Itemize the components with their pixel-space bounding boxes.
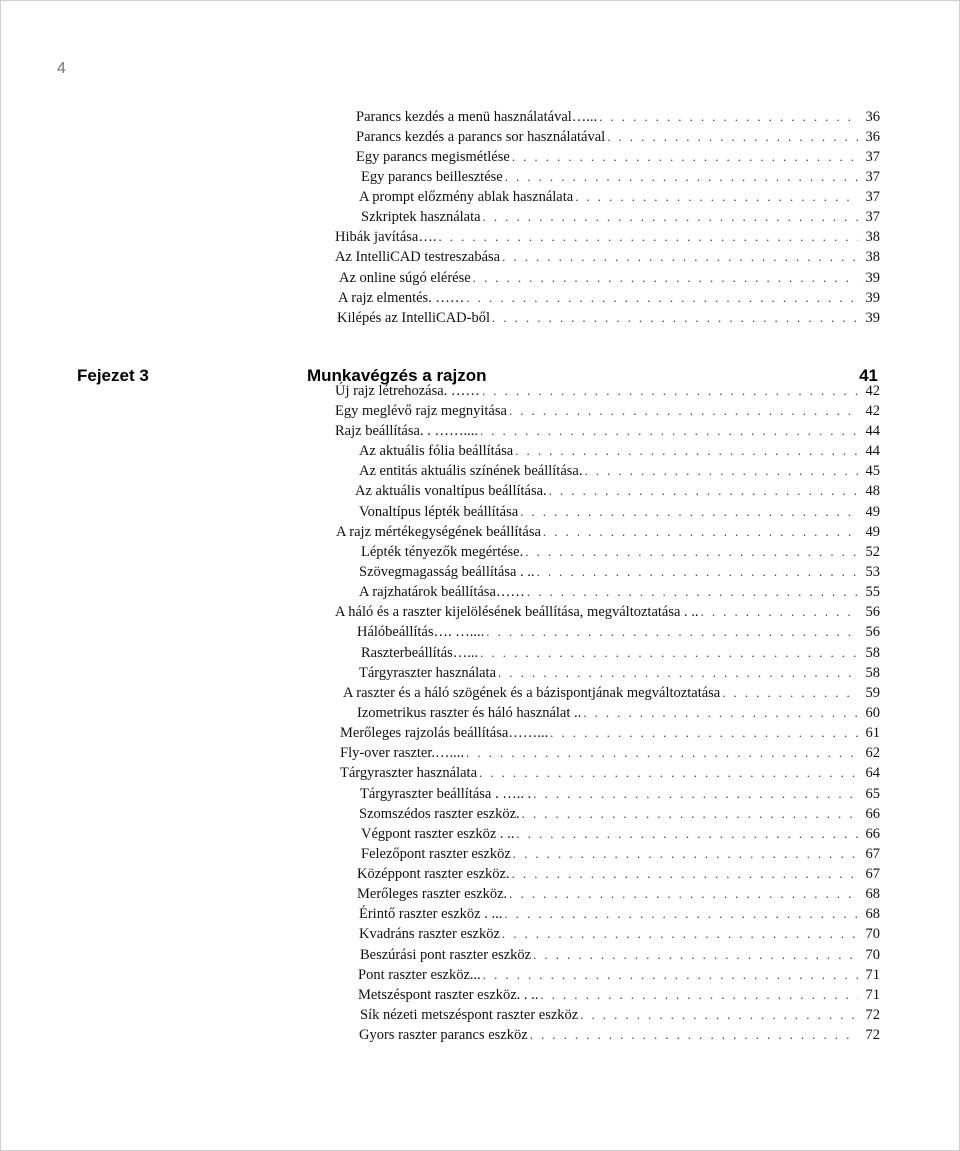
toc-entry-title: Metszéspont raszter eszköz. . ..	[358, 987, 539, 1003]
toc-entry-page-number: 70	[865, 947, 880, 963]
dot-leader	[575, 187, 858, 207]
toc-entry-page-number: 72	[865, 1007, 880, 1023]
dot-leader	[520, 502, 858, 522]
toc-entry-page-number: 52	[865, 544, 880, 560]
toc-entry[interactable]	[335, 247, 880, 267]
dot-leader	[701, 602, 858, 622]
dot-leader	[483, 207, 858, 227]
dot-leader	[498, 663, 858, 683]
toc-entry-page-number: 66	[865, 806, 880, 822]
toc-entry-page-number: 44	[865, 423, 880, 439]
dot-leader	[540, 985, 858, 1005]
toc-entry-page-number: 65	[865, 786, 880, 802]
toc-entry-title: A rajz elmentés. ……	[338, 290, 465, 306]
toc-entry-title: Sík nézeti metszéspont raszter eszköz	[360, 1007, 579, 1023]
toc-entry[interactable]	[340, 723, 880, 743]
toc-entry-page-number: 42	[865, 403, 880, 419]
dot-leader	[438, 227, 858, 247]
toc-entry-page-number: 61	[865, 725, 880, 741]
toc-entry-page-number: 37	[865, 169, 880, 185]
toc-entry-page-number: 67	[865, 846, 880, 862]
toc-entry[interactable]	[361, 207, 880, 227]
toc-entry[interactable]	[356, 127, 880, 147]
dot-leader	[513, 844, 858, 864]
toc-entry-page-number: 71	[865, 967, 880, 983]
toc-entry[interactable]	[360, 1005, 880, 1025]
toc-entry-title: Pont raszter eszköz...	[358, 967, 481, 983]
toc-entry[interactable]	[359, 904, 880, 924]
toc-entry-page-number: 68	[865, 886, 880, 902]
toc-entry-page-number: 44	[865, 443, 880, 459]
toc-entry[interactable]	[339, 268, 880, 288]
toc-entry-page-number: 36	[865, 109, 880, 125]
toc-entry-title: Gyors raszter parancs eszköz	[359, 1027, 528, 1043]
dot-leader	[527, 582, 858, 602]
toc-entry[interactable]	[361, 542, 880, 562]
toc-entry-title: Az aktuális fólia beállítása	[359, 443, 514, 459]
toc-entry[interactable]	[359, 1025, 880, 1045]
toc-entry-page-number: 66	[865, 826, 880, 842]
toc-entry-title: Hálóbeállítás…. …....	[357, 624, 485, 640]
toc-entry-title: A rajz mértékegységének beállítása	[336, 524, 541, 540]
dot-leader	[505, 167, 858, 187]
toc-entry-page-number: 45	[865, 463, 880, 479]
toc-entry-title: Az aktuális vonaltípus beállítása.	[355, 483, 547, 499]
toc-entry[interactable]	[335, 381, 880, 401]
toc-entry-title: A prompt előzmény ablak használata	[359, 189, 574, 205]
toc-entry-page-number: 39	[865, 290, 880, 306]
dot-leader	[502, 924, 858, 944]
toc-entry-title: A rajzhatárok beállítása……	[359, 584, 525, 600]
toc-entry[interactable]	[361, 643, 880, 663]
toc-entry-title: A háló és a raszter kijelölésének beállítása, megváltoztatása . ..	[335, 604, 699, 620]
toc-entry-page-number: 70	[865, 926, 880, 942]
dot-leader	[480, 643, 858, 663]
dot-leader	[537, 562, 858, 582]
toc-entry-page-number: 53	[865, 564, 880, 580]
toc-entry-title: Merőleges rajzolás beállítása……...	[340, 725, 549, 741]
toc-entry-title: Az online súgó elérése	[339, 270, 471, 286]
toc-entry-page-number: 49	[865, 504, 880, 520]
toc-entry[interactable]	[361, 167, 880, 187]
dot-leader	[492, 308, 858, 328]
toc-entry[interactable]	[335, 401, 880, 421]
dot-leader	[522, 804, 858, 824]
toc-entry-title: Lépték tényezők megértése.	[361, 544, 524, 560]
toc-entry-title: Érintő raszter eszköz . ...	[359, 906, 503, 922]
toc-entry-title: Az IntelliCAD testreszabása	[335, 249, 501, 265]
toc-entry[interactable]	[336, 522, 880, 542]
dot-leader	[533, 945, 858, 965]
dot-leader	[504, 904, 858, 924]
toc-entry-page-number: 56	[865, 624, 880, 640]
toc-entry-page-number: 64	[865, 765, 880, 781]
toc-entry-title: Tárgyraszter használata	[340, 765, 477, 781]
toc-entry[interactable]	[361, 824, 880, 844]
dot-leader	[584, 461, 858, 481]
toc-entry[interactable]	[355, 481, 880, 501]
toc-entry-title: Parancs kezdés a menü használatával…...	[356, 109, 598, 125]
dot-leader	[583, 703, 858, 723]
toc-entry-page-number: 58	[865, 665, 880, 681]
chapter-title[interactable]: Munkavégzés a rajzon	[307, 366, 487, 385]
toc-entry-title: Kvadráns raszter eszköz	[359, 926, 500, 942]
toc-entry-page-number: 59	[865, 685, 880, 701]
toc-entry-page-number: 60	[865, 705, 880, 721]
toc-entry-page-number: 48	[865, 483, 880, 499]
toc-entry[interactable]	[335, 421, 880, 441]
toc-entry[interactable]	[357, 884, 880, 904]
chapter-page-number: 41	[859, 366, 878, 385]
toc-entry-title: Hibák javítása….	[335, 229, 437, 245]
dot-leader	[515, 441, 858, 461]
dot-leader	[512, 147, 858, 167]
toc-entry-title: Az entitás aktuális színének beállítása.	[359, 463, 583, 479]
dot-leader	[483, 965, 858, 985]
toc-entry-title: Új rajz létrehozása. ……	[335, 383, 480, 399]
toc-entry-title: Izometrikus raszter és háló használat ..	[357, 705, 582, 721]
dot-leader	[550, 723, 858, 743]
toc-entry-title: Kilépés az IntelliCAD-ből	[337, 310, 491, 326]
toc-entry-title: Végpont raszter eszköz . ..	[361, 826, 515, 842]
toc-entry[interactable]	[360, 945, 880, 965]
toc-entry-page-number: 55	[865, 584, 880, 600]
toc-entry-page-number: 58	[865, 645, 880, 661]
toc-entry-title: Egy parancs megismétlése	[356, 149, 510, 165]
dot-leader	[549, 481, 858, 501]
toc-entry-page-number: 42	[865, 383, 880, 399]
toc-entry-title: Raszterbeállítás…...	[361, 645, 479, 661]
toc-entry-page-number: 38	[865, 229, 880, 245]
dot-leader	[580, 1005, 858, 1025]
toc-entry[interactable]	[357, 864, 880, 884]
toc-entry-page-number: 68	[865, 906, 880, 922]
toc-entry-page-number: 49	[865, 524, 880, 540]
toc-entry[interactable]	[335, 227, 880, 247]
toc-entry-page-number: 72	[865, 1027, 880, 1043]
toc-entry-title: Egy parancs beillesztése	[361, 169, 503, 185]
dot-leader	[607, 127, 858, 147]
toc-entry[interactable]	[358, 965, 880, 985]
toc-entry[interactable]	[359, 924, 880, 944]
dot-leader	[516, 824, 858, 844]
toc-entry[interactable]	[337, 308, 880, 328]
toc-entry-page-number: 37	[865, 209, 880, 225]
dot-leader	[473, 268, 858, 288]
toc-entry[interactable]	[359, 804, 880, 824]
toc-entry[interactable]	[335, 602, 880, 622]
chapter-label: Fejezet 3	[77, 366, 149, 385]
toc-entry[interactable]	[359, 187, 880, 207]
toc-entry[interactable]	[360, 784, 880, 804]
toc-entry[interactable]	[359, 562, 880, 582]
toc-entry-title: Parancs kezdés a parancs sor használatával	[356, 129, 606, 145]
toc-entry[interactable]	[359, 502, 880, 522]
toc-entry[interactable]	[361, 844, 880, 864]
toc-entry-title: Tárgyraszter beállítása . ….. .	[360, 786, 532, 802]
dot-leader	[482, 381, 858, 401]
dot-leader	[509, 884, 858, 904]
toc-entry-title: Merőleges raszter eszköz.	[357, 886, 508, 902]
toc-entry-page-number: 39	[865, 270, 880, 286]
dot-leader	[525, 542, 858, 562]
dot-leader	[466, 743, 858, 763]
dot-leader	[512, 864, 858, 884]
toc-entry-title: Felezőpont raszter eszköz	[361, 846, 511, 862]
toc-entry[interactable]	[338, 288, 880, 308]
toc-entry-page-number: 62	[865, 745, 880, 761]
toc-entry[interactable]	[359, 582, 880, 602]
dot-leader	[486, 622, 858, 642]
dot-leader	[533, 784, 858, 804]
page-number: 4	[57, 60, 66, 77]
toc-entry[interactable]	[340, 743, 880, 763]
dot-leader	[479, 763, 858, 783]
toc-entry-title: Középpont raszter eszköz.	[357, 866, 510, 882]
toc-entry[interactable]	[340, 763, 880, 783]
toc-entry-page-number: 56	[865, 604, 880, 620]
dot-leader	[599, 107, 858, 127]
dot-leader	[466, 288, 858, 308]
dot-leader	[480, 421, 858, 441]
toc-entry[interactable]	[357, 703, 880, 723]
toc-entry-title: Szkriptek használata	[361, 209, 481, 225]
toc-entry[interactable]	[358, 985, 880, 1005]
dot-leader	[543, 522, 858, 542]
dot-leader	[530, 1025, 858, 1045]
toc-entry-title: Szövegmagasság beállítása . ..	[359, 564, 535, 580]
toc-entry-title: Fly-over raszter.…....	[340, 745, 465, 761]
toc-entry-page-number: 67	[865, 866, 880, 882]
toc-entry-title: Tárgyraszter használata	[359, 665, 496, 681]
toc-entry[interactable]	[359, 461, 880, 481]
toc-entry-page-number: 71	[865, 987, 880, 1003]
toc-entry[interactable]	[356, 107, 880, 127]
toc-entry-title: Szomszédos raszter eszköz.	[359, 806, 520, 822]
toc-entry-title: Vonaltípus lépték beállítása	[359, 504, 519, 520]
toc-entry-page-number: 37	[865, 189, 880, 205]
toc-entry-page-number: 39	[865, 310, 880, 326]
dot-leader	[509, 401, 858, 421]
toc-entry-title: Rajz beállítása. . ……....	[335, 423, 478, 439]
dot-leader	[722, 683, 858, 703]
toc-entry-page-number: 38	[865, 249, 880, 265]
toc-entry[interactable]	[356, 147, 880, 167]
toc-entry[interactable]	[357, 622, 880, 642]
toc-entry[interactable]	[359, 663, 880, 683]
toc-entry-title: A raszter és a háló szögének és a bázispontjának megváltoztatása	[343, 685, 721, 701]
toc-entry-title: Egy meglévő rajz megnyitása	[335, 403, 507, 419]
toc-entry[interactable]	[343, 683, 880, 703]
toc-entry-title: Beszúrási pont raszter eszköz	[360, 947, 532, 963]
toc-entry-page-number: 37	[865, 149, 880, 165]
dot-leader	[502, 247, 858, 267]
toc-entry[interactable]	[359, 441, 880, 461]
toc-entry-page-number: 36	[865, 129, 880, 145]
